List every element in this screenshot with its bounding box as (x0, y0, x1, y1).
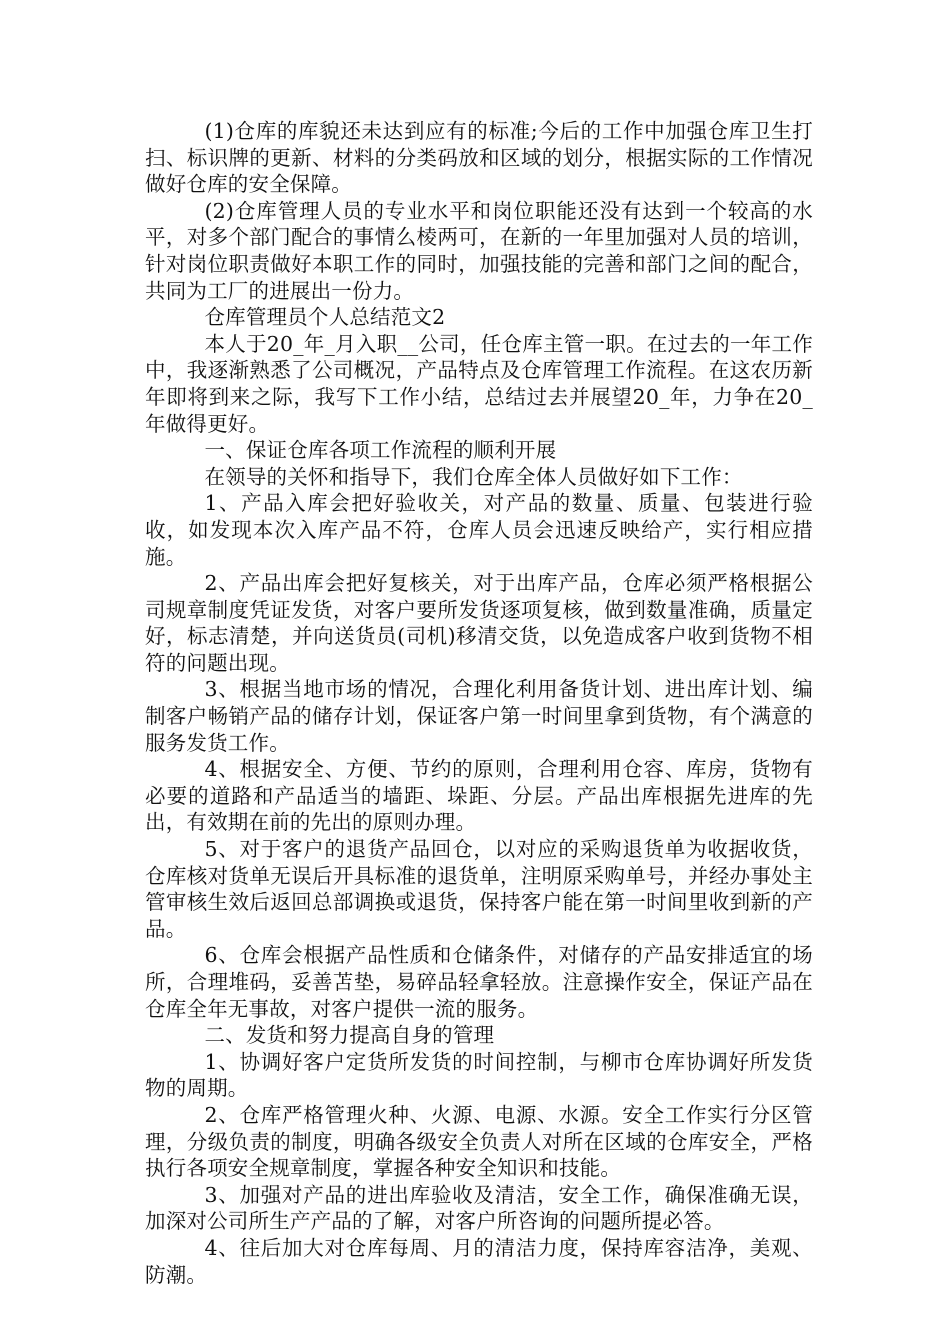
paragraph-1: (1)仓库的库貌还未达到应有的标准;今后的工作中加强仓库卫生打扫、标识牌的更新、材料的分类码放和区域的划分，根据实际的工作情况做好仓库的安全保障。 (145, 119, 813, 197)
document-body (145, 118, 813, 1288)
list-item-2-4: 4、往后加大对仓库每周、月的清洁力度，保持库容洁净，美观、防潮。 (145, 1235, 813, 1287)
paragraph-intro: 本人于20_年_月入职__公司，任仓库主管一职。在过去的一年工作中，我逐渐熟悉了公司概况，产品特点及仓库管理工作流程。在这农历新年即将到来之际，我写下工作小结，总结过去并展望20_年，力争在20_年做得更好。 (145, 331, 813, 436)
list-item-2-3: 3、加强对产品的进出库验收及清洁，安全工作，确保准确无误，加深对公司所生产产品的了解，对客户所咨询的问题所提必答。 (145, 1182, 813, 1234)
list-item-1: 1、产品入库会把好验收关，对产品的数量、质量、包装进行验收，如发现本次入库产品不符，仓库人员会迅速反映给产，实行相应措施。 (145, 491, 813, 569)
list-item-4: 4、根据安全、方便、节约的原则，合理利用仓容、库房，货物有必要的道路和产品适当的墙距、垛距、分层。产品出库根据先进库的先出，有效期在前的先出的原则办理。 (145, 757, 813, 835)
heading-one: 一、保证仓库各项工作流程的顺利开展 (204, 438, 557, 463)
list-item-5: 5、对于客户的退货产品回仓，以对应的采购退货单为收据收货，仓库核对货单无误后开具标准的退货单，注明原采购单号，并经办事处主管审核生效后返回总部调换或退货，保持客户能在第一时间里收到新的产品。 (145, 837, 813, 941)
paragraph-lead: 在领导的关怀和指导下，我们仓库全体人员做好如下工作： (204, 464, 743, 489)
list-item-3: 3、根据当地市场的情况，合理化利用备货计划、进出库计划、编制客户畅销产品的储存计划，保证客户第一时间里拿到货物，有个满意的服务发货工作。 (145, 677, 813, 755)
list-item-6: 6、仓库会根据产品性质和仓储条件，对储存的产品安排适宜的场所，合理堆码，妥善苫垫，易碎品轻拿轻放。注意操作安全，保证产品在仓库全年无事故，对客户提供一流的服务。 (145, 943, 813, 1021)
list-item-2-1: 1、协调好客户定货所发货的时间控制，与柳市仓库协调好所发货物的周期。 (145, 1049, 813, 1101)
list-item-2-2: 2、仓库严格管理火种、火源、电源、水源。安全工作实行分区管理，分级负责的制度，明确各级安全负责人对所在区域的仓库安全，严格执行各项安全规章制度，掌握各种安全知识和技能。 (145, 1102, 813, 1181)
list-item-2: 2、产品出库会把好复核关，对于出库产品，仓库必须严格根据公司规章制度凭证发货，对客户要所发货逐项复核，做到数量准确，质量定好，标志清楚，并向送货员(司机)移清交货，以免造成客户收到货物不相符的问题出现。 (145, 571, 813, 675)
paragraph-2: (2)仓库管理人员的专业水平和岗位职能还没有达到一个较高的水平，对多个部门配合的事情么棱两可，在新的一年里加强对人员的培训，针对岗位职责做好本职工作的同时，加强技能的完善和部门之间的配合，共同为工厂的进展出一份力。 (145, 198, 813, 303)
section-title: 仓库管理员个人总结范文2 (204, 305, 446, 330)
heading-two: 二、发货和努力提高自身的管理 (204, 1023, 495, 1048)
